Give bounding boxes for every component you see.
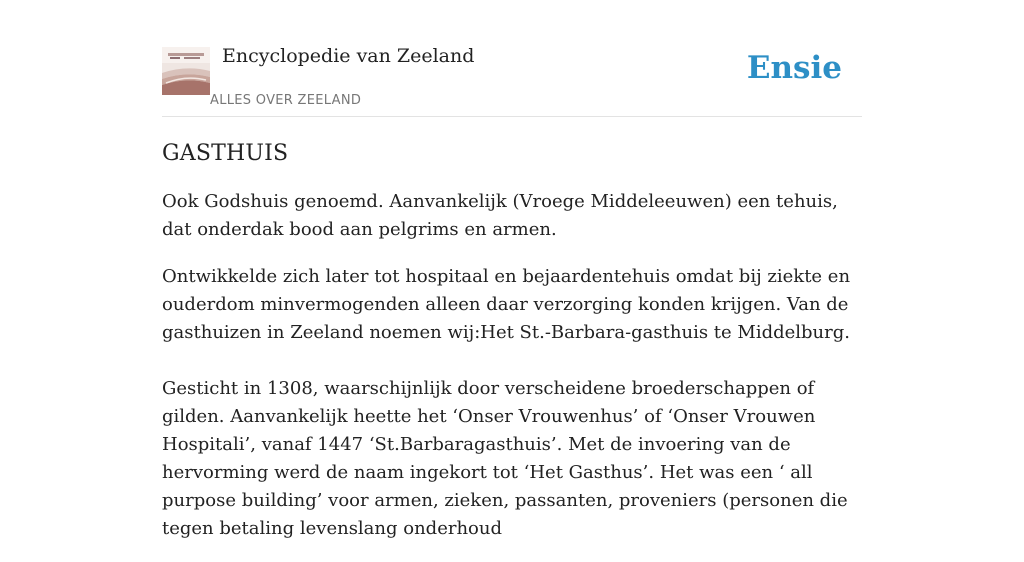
site-title-link[interactable]: Encyclopedie van Zeeland (222, 45, 475, 67)
article-title: GASTHUIS (162, 141, 289, 166)
article-paragraph-2: Ontwikkelde zich later tot hospitaal en bejaardentehuis omdat bij ziekte en ouderdom minvermogenden alleen daar verzorging konden krijgen. Van de gasthuizen in Zeeland noemen wij:Het St.-Barbara-gasthuis te Middelburg. Gesticht in 1308, waarschijnlijk door verscheidene broederschappen of gilden. Aanvankelijk heette het ‘Onser Vrouwenhus’ of ‘Onser Vrouwen Hospitali’, vanaf 1447 ‘St.Barbaragasthuis’. Met de invoering van de hervorming werd de naam ingekort tot ‘Het Gasthus’. Het was een ‘ all purpose building’ voor armen, zieken, passanten, proveniers (personen die tegen betaling levenslang onderhoud (162, 266, 851, 539)
site-avatar-icon[interactable] (162, 47, 210, 95)
site-header (162, 0, 862, 117)
ensie-logo[interactable]: Ensie (746, 50, 842, 86)
article-paragraph-1: Ook Godshuis genoemd. Aanvankelijk (Vroege Middeleeuwen) een tehuis, dat onderdak bood aan pelgrims en armen. (162, 191, 838, 240)
book-photo-icon (162, 47, 210, 95)
article (162, 138, 862, 562)
site-tagline: ALLES OVER ZEELAND (210, 93, 362, 108)
